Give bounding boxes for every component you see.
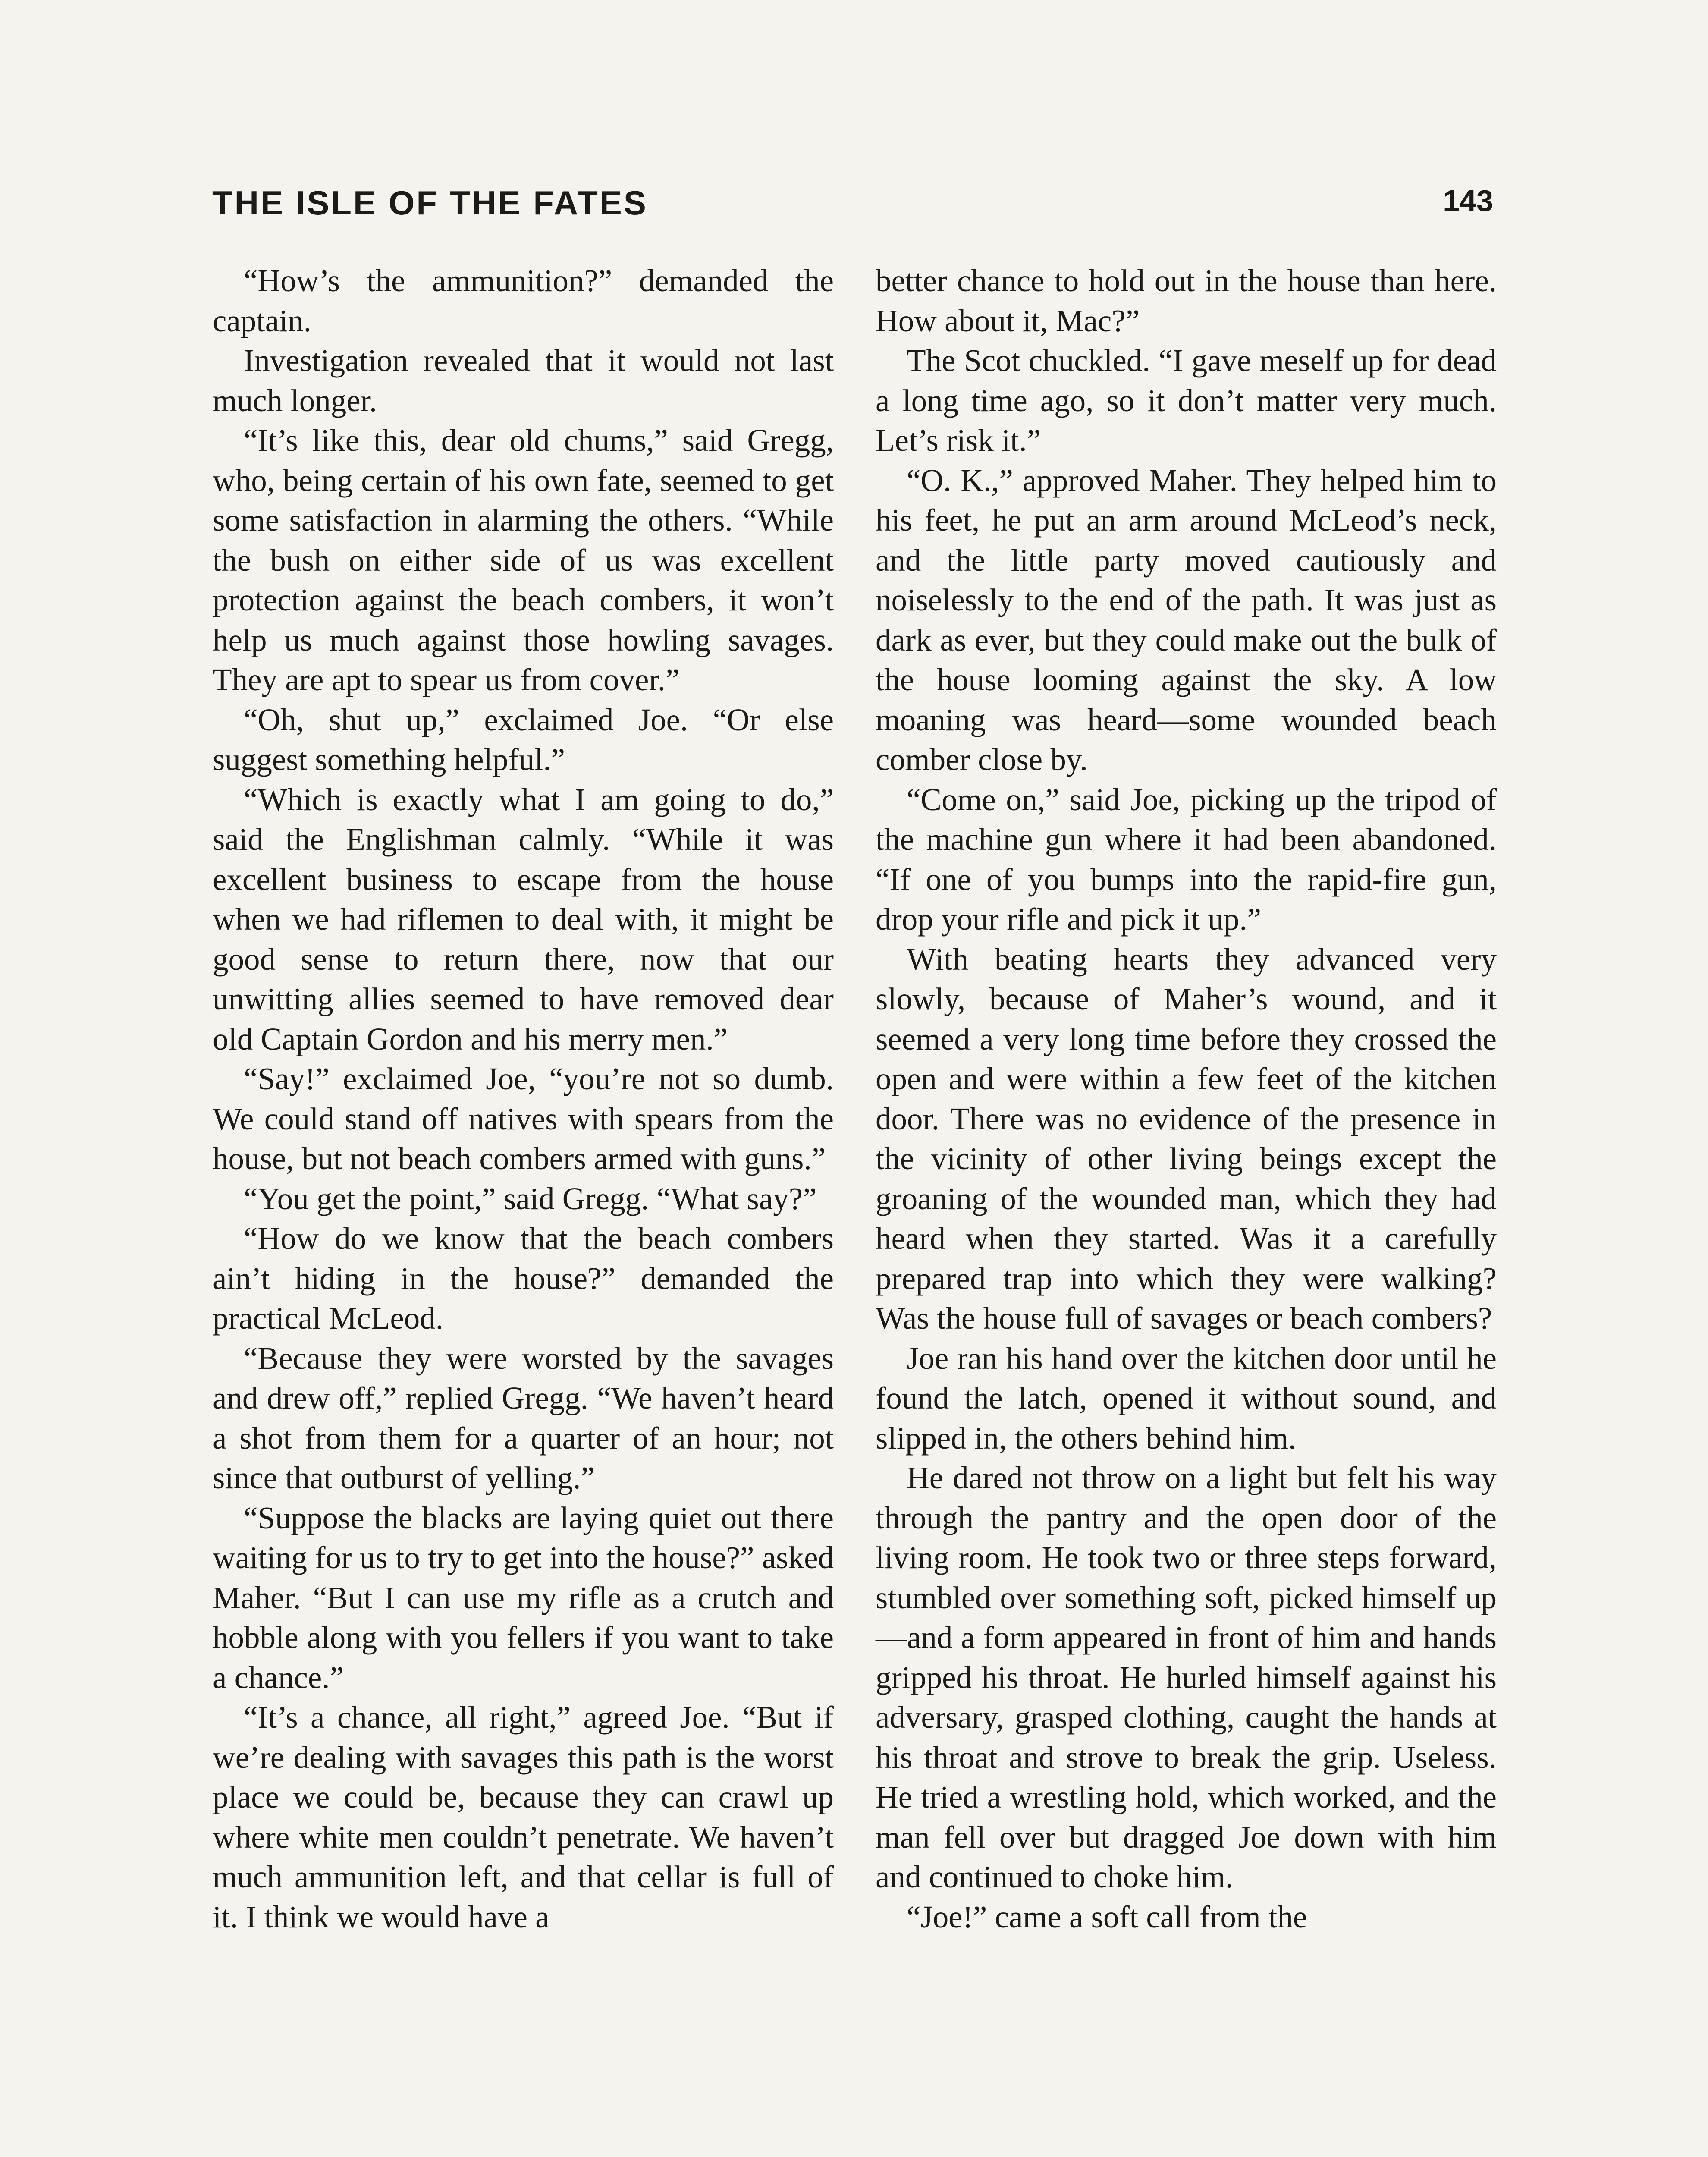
paragraph: “O. K.,” approved Maher. They helped him to his feet, he put an arm around McLeod’s neck, and the little party moved cautiously and noiselessly to the end of the path. It was just as dark as ever, but they could make out the bulk of the house looming against the sky. A low moaning was heard—some wounded beach comber close by.: [876, 462, 1497, 777]
paragraph: “How do we know that the beach combers ain’t hiding in the house?” demanded the practical McLeod.: [213, 1221, 834, 1336]
paragraph: “Because they were worsted by the savages and drew off,” replied Gregg. “We haven’t heard a shot from them for a quarter of an hour; not since that outburst of yelling.”: [213, 1340, 834, 1495]
paragraph: “Suppose the blacks are laying quiet out there waiting for us to try to get into the house?” asked Maher. “But I can use my rifle as a crutch and hobble along with you fellers if you want to take a chance.”: [213, 1500, 834, 1695]
paragraph: “It’s a chance, all right,” agreed Joe. “But if we’re dealing with savages this path is the worst place we could be, because they can crawl up where white men couldn’t penetrate. We haven’t much ammunition left, and that cellar is full of it. I think we would have a: [213, 1700, 834, 1934]
right-text-column: [876, 261, 1497, 1937]
paragraph: “You get the point,” said Gregg. “What say?”: [244, 1181, 817, 1216]
paragraph: With beating hearts they advanced very slowly, because of Maher’s wound, and it seemed a very long time before they crossed the open and were within a few feet of the kitchen door. There was no evidence of the presence in the vicinity of other living beings except the groaning of the wounded man, which they had heard when they started. Was it a carefully prepared trap into which they were walking? Was the house full of savages or beach combers?: [876, 941, 1497, 1336]
paragraph: He dared not throw on a light but felt his way through the pantry and the open door of the living room. He took two or three steps forward, stumbled over something soft, picked himself up —and a form appeared in front of him and hands gripped his throat. He hurled himself against his adversary, grasped clothing, caught the hands at his throat and strove to break the grip. Useless. He tried a wrestling hold, which worked, and the man fell over but dragged Joe down with him and continued to choke him.: [876, 1460, 1497, 1894]
paragraph: “It’s like this, dear old chums,” said Gregg, who, being certain of his own fate, seemed to get some satisfaction in alarming the others. “While the bush on either side of us was excellent protection against the beach combers, it won’t help us much against those howling savages. They are apt to spear us from cover.”: [213, 423, 834, 697]
paragraph: “How’s the ammunition?” demanded the captain.: [213, 263, 834, 338]
paragraph: “Joe!” came a soft call from the: [907, 1899, 1307, 1934]
paragraph: Investigation revealed that it would not last much longer.: [213, 343, 834, 418]
paragraph: The Scot chuckled. “I gave meself up for dead a long time ago, so it don’t matter very much. Let’s risk it.”: [876, 343, 1497, 458]
chapter-title: THE ISLE OF THE FATES: [212, 184, 648, 222]
running-head: [212, 183, 1506, 226]
paragraph: “Which is exactly what I am going to do,” said the Englishman calmly. “While it was excellent business to escape from the house when we had riflemen to deal with, it might be good sense to return there, now that our unwitting allies seemed to have removed dear old Captain Gordon and his merry men.”: [213, 782, 834, 1056]
paragraph: “Oh, shut up,” exclaimed Joe. “Or else suggest something helpful.”: [213, 702, 834, 777]
paragraph: better chance to hold out in the house than here. How about it, Mac?”: [876, 263, 1497, 338]
left-text-column: [213, 261, 834, 1937]
paragraph: “Come on,” said Joe, picking up the tripod of the machine gun where it had been abandoned. “If one of you bumps into the rapid-fire gun, drop your rifle and pick it up.”: [876, 782, 1497, 937]
paragraph: “Say!” exclaimed Joe, “you’re not so dumb. We could stand off natives with spears from the house, but not beach combers armed with guns.”: [213, 1061, 834, 1176]
paragraph: Joe ran his hand over the kitchen door until he found the latch, opened it without sound, and slipped in, the others behind him.: [876, 1340, 1497, 1456]
page-number: 143: [1443, 184, 1493, 217]
